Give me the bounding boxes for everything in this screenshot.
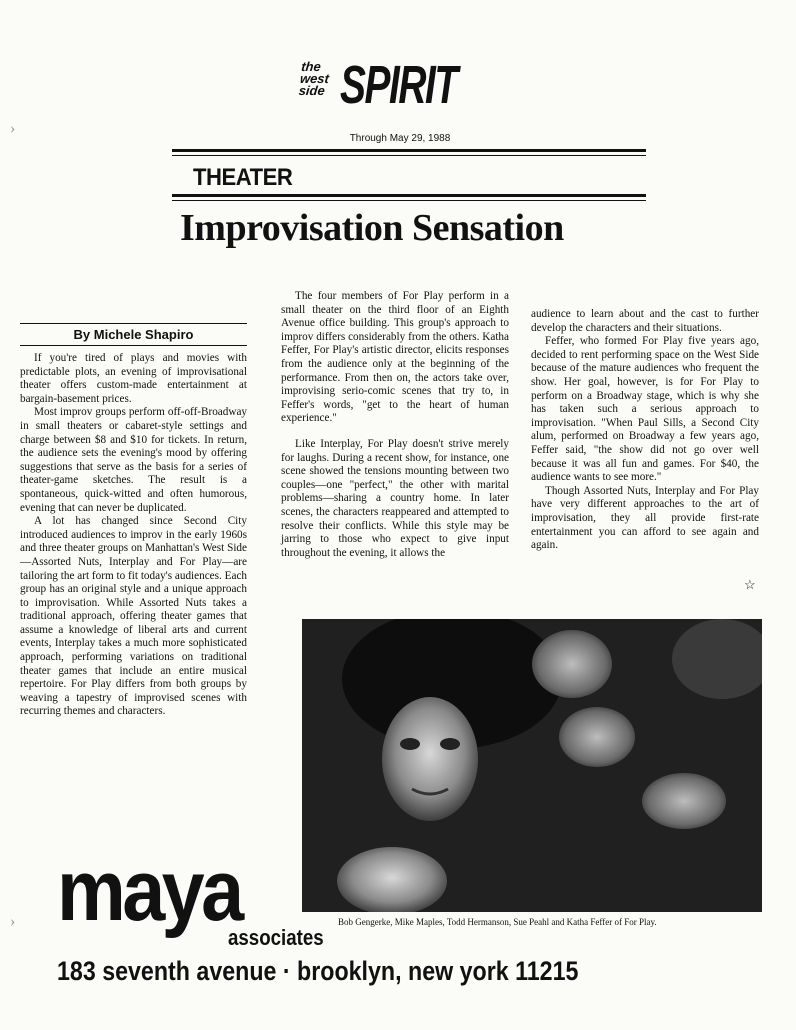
paragraph: If you're tired of plays and movies with predictable plots, an evening of improvisational theater offers custom-made entertainment at bargain-basement prices. — [20, 352, 247, 405]
paragraph: A lot has changed since Second City introduced audiences to improv in the early 1960s and three theater groups on Manhattan's West Side—Assorted Nuts, Interplay and For Play—are tailoring the art form to fit today's audiences. Each group has an original style and a unique approach to improvisation. While Assorted Nuts takes a traditional approach, offering theater games that assume a knowledge of liberal arts and current events, Interplay takes a much more sophisticated approach, performing variations on traditional theater games that include an entire musical repertoire. For Play differs from both groups by weaving a tapestry of improvised scenes with recurring themes and characters. — [20, 515, 247, 718]
masthead — [300, 55, 500, 115]
rule — [20, 323, 247, 324]
photo-caption: Bob Gengerke, Mike Maples, Todd Hermanson, Sue Peahl and Katha Feffer of For Play. — [338, 917, 657, 927]
rule — [172, 149, 646, 152]
end-mark-star-icon: ☆ — [744, 577, 756, 592]
footer-address: 183 seventh avenue · brooklyn, new york 11215 — [57, 956, 579, 986]
article-column-2 — [281, 290, 509, 560]
paragraph: Though Assorted Nuts, Interplay and For Play have very different approaches to the art of improvisation, they all provide first-rate entertainment you can afford to see again and again. — [531, 484, 759, 552]
paragraph: The four members of For Play perform in a small theater on the third floor of an Eighth Avenue office building. This group's approach to improv differs considerably from the others. Katha Feffer, For Play's artistic director, elicits responses from the audience only at the beginning of the performance. From then on, the actors take over, improvising serio-comic scenes that try to, in Feffer's words, "get to the heart of human experience." — [281, 290, 509, 425]
maya-logo: maya — [57, 843, 241, 939]
issue-date: Through May 29, 1988 — [349, 133, 451, 144]
paragraph: Feffer, who formed For Play five years ago, decided to rent performing space on the West Side because of the mature audiences who frequent the show. Her goal, however, is for For Play to perform on a Broadway stage, which is why she has taken such a serious approach to improvisation. "When Paul Sills, a Second City alum, performed on Broadway a few years ago, Feffer said, "the show did not go over well because it was all fun and games. For $40, the audience wants to see more." — [531, 335, 759, 484]
masthead-name: SPIRIT — [340, 55, 457, 115]
margin-mark: › — [10, 120, 16, 137]
maya-logo-sub: associates — [228, 925, 324, 950]
section-label: THEATER — [193, 164, 293, 191]
article-column-3 — [531, 308, 759, 553]
rule — [172, 194, 646, 197]
byline: By Michele Shapiro — [73, 327, 194, 342]
rule — [20, 345, 247, 346]
paragraph: audience to learn about and the cast to further develop the characters and their situations. — [531, 308, 759, 334]
article-column-1 — [20, 352, 247, 719]
rule — [172, 155, 646, 156]
cast-photo-image — [302, 619, 762, 912]
rule — [172, 200, 646, 201]
masthead-prefix: the west side — [298, 59, 330, 98]
margin-mark: › — [10, 913, 16, 930]
paragraph: Like Interplay, For Play doesn't strive merely for laughs. During a recent show, for instance, one scene showed the tensions mounting between two couples—one "perfect," the other with marital problems—sharing a country home. In later scenes, the characters reappeared and attempted to resolve their conflicts. While this style may be jarring to those who expect to give input throughout the evening, it allows the — [281, 437, 509, 559]
headline: Improvisation Sensation — [180, 207, 564, 249]
cast-photo — [302, 619, 762, 912]
paragraph: Most improv groups perform off-off-Broadway in small theaters or cabaret-style settings and charge between $8 and $10 for tickets. In return, the audience sets the evening's mood by offering suggestions that serve as the basis for a series of theater-game sketches. The result is a spontaneous, quick-witted and often humorous, evening that can never be duplicated. — [20, 406, 247, 514]
